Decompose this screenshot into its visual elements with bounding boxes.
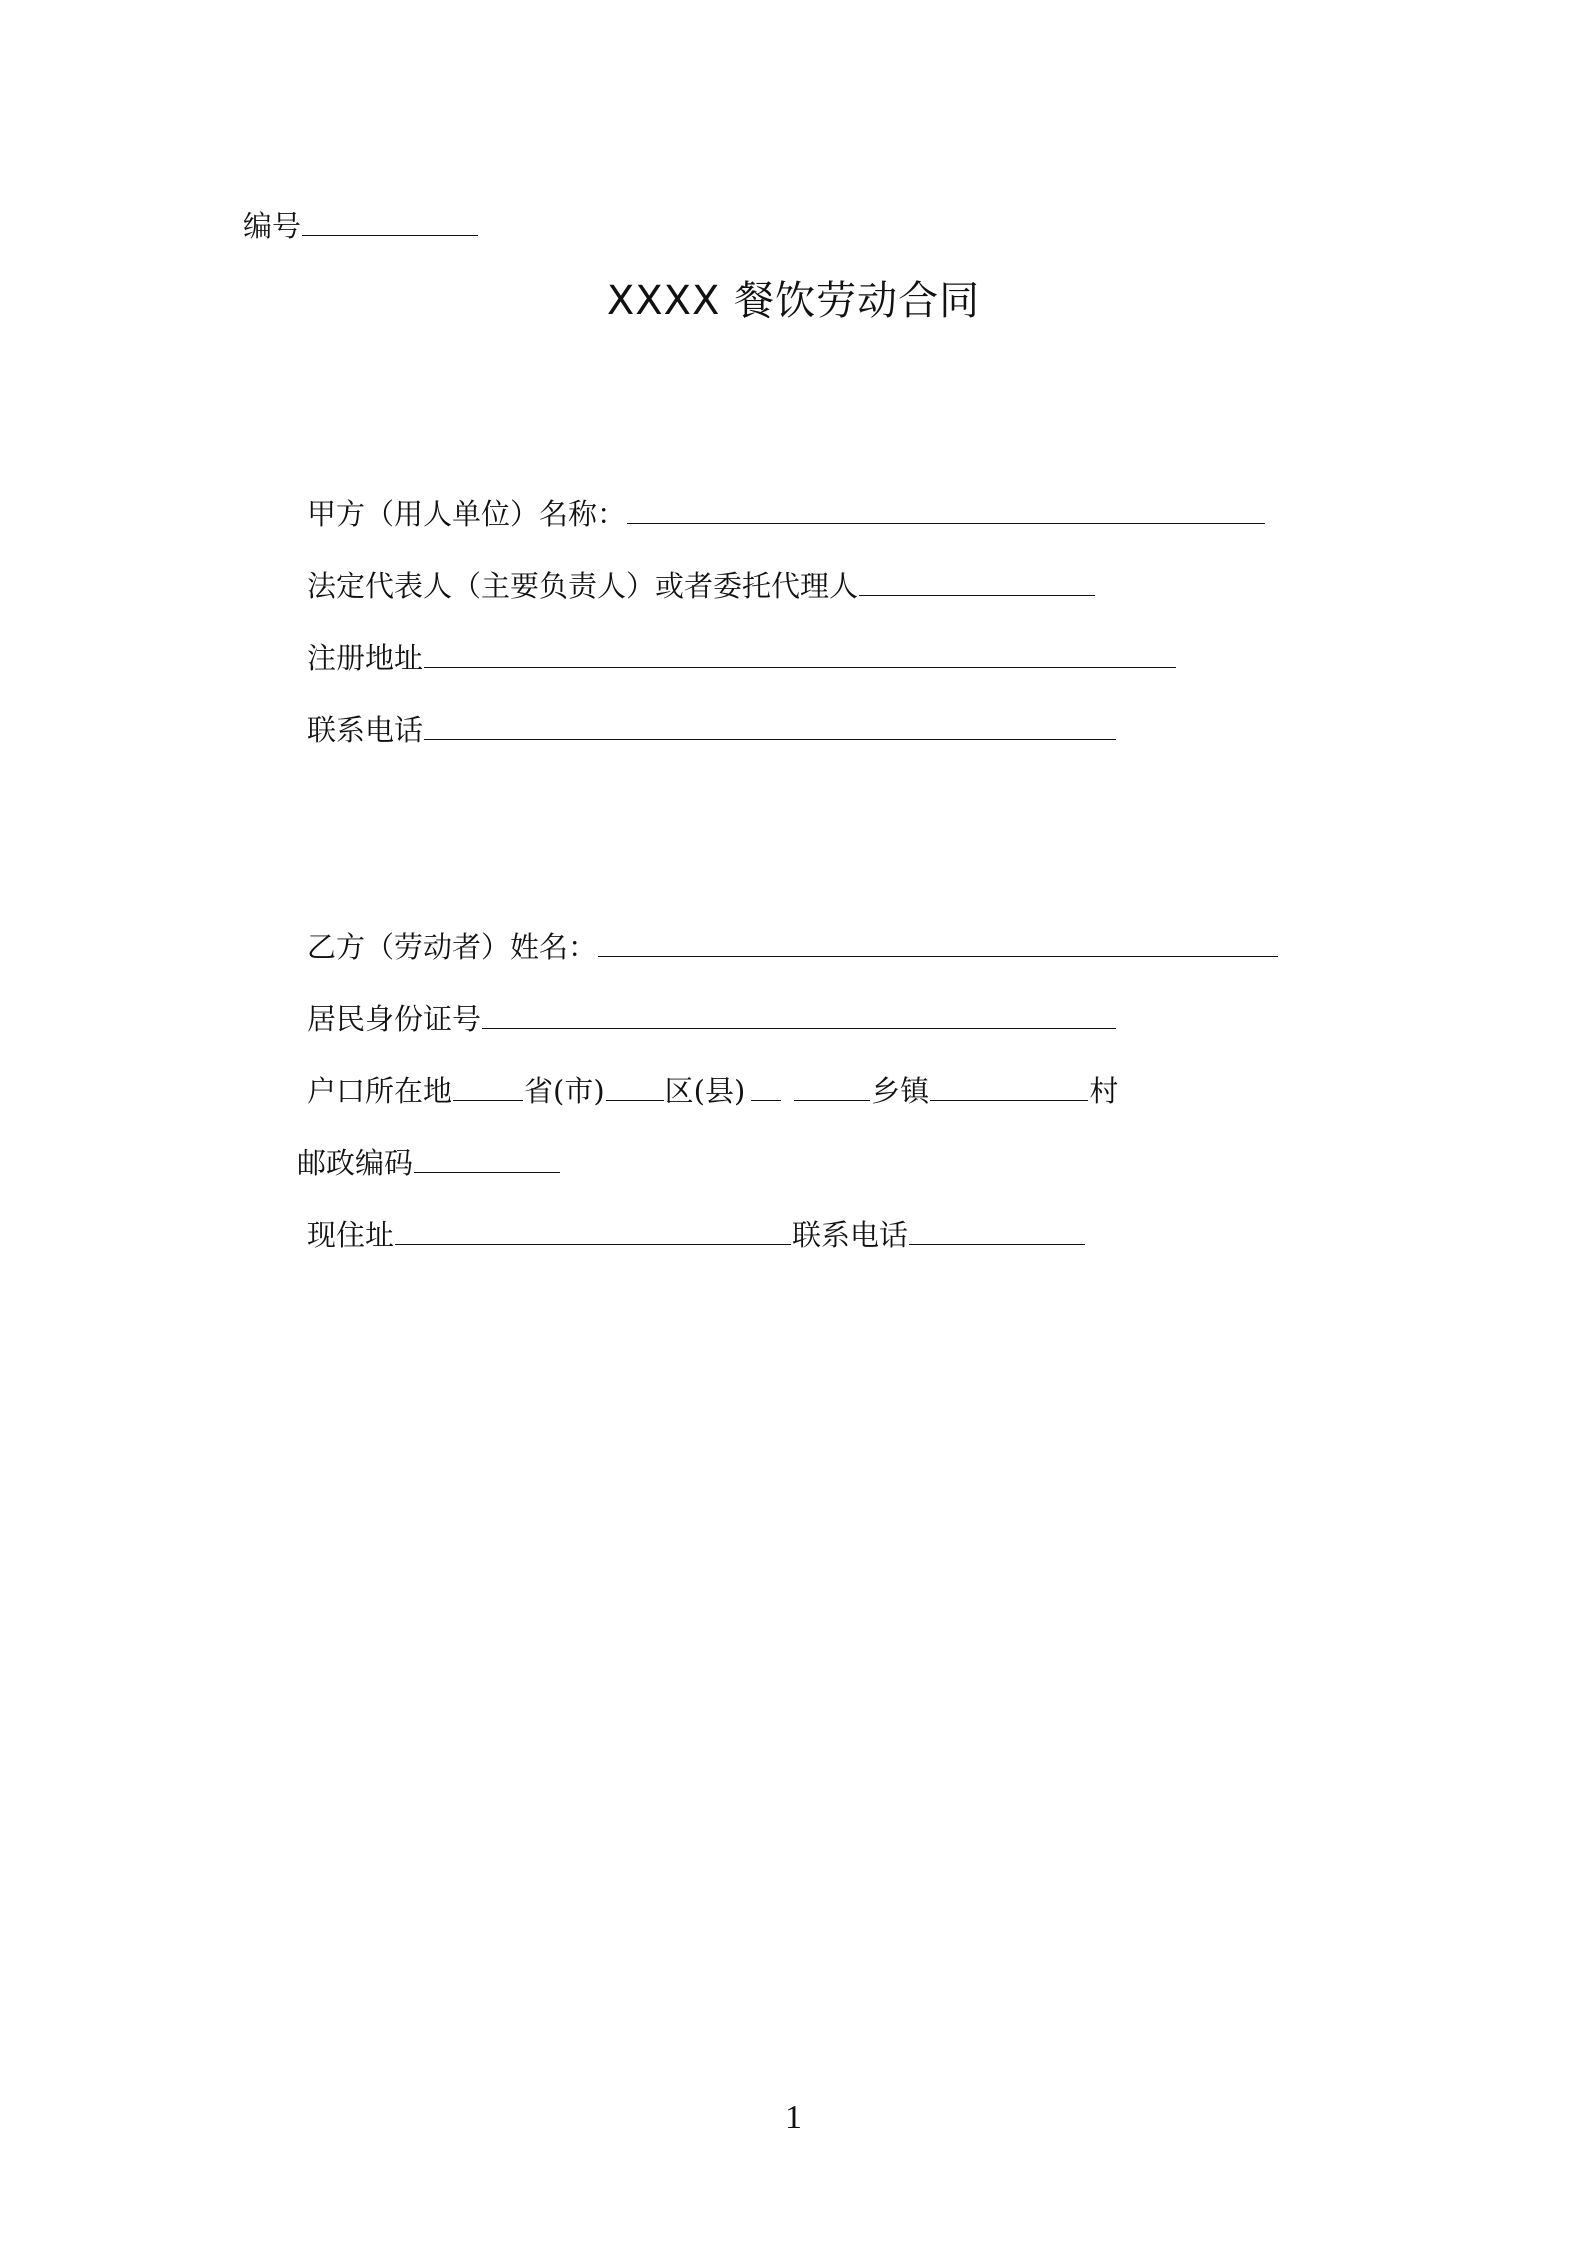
party-a-name-blank[interactable] bbox=[627, 497, 1265, 524]
party-a-phone-row bbox=[307, 712, 1117, 748]
document-title: XXXX 餐饮劳动合同 bbox=[606, 278, 981, 324]
serial-number-row bbox=[243, 208, 479, 244]
hukou-town-blank-b[interactable] bbox=[794, 1074, 870, 1101]
hukou-village-blank[interactable] bbox=[930, 1074, 1088, 1101]
party-b-postcode-blank[interactable] bbox=[414, 1146, 560, 1173]
hukou-province-blank[interactable] bbox=[453, 1074, 523, 1101]
party-a-name-row bbox=[307, 496, 1266, 532]
party-b-postcode-label: 邮政编码 bbox=[297, 1146, 414, 1180]
party-a-representative-row bbox=[307, 568, 1096, 604]
hukou-town-label: 乡镇 bbox=[871, 1074, 930, 1108]
hukou-district-blank[interactable] bbox=[606, 1074, 664, 1101]
party-b-postcode-row bbox=[297, 1145, 561, 1181]
party-b-hukou-label: 户口所在地 bbox=[307, 1074, 453, 1108]
party-b-id-blank[interactable] bbox=[482, 1002, 1116, 1029]
party-b-name-label: 乙方（劳动者）姓名： bbox=[307, 930, 598, 964]
party-b-id-label: 居民身份证号 bbox=[307, 1002, 482, 1036]
party-a-address-label: 注册地址 bbox=[307, 641, 424, 675]
party-b-current-address-blank[interactable] bbox=[395, 1218, 791, 1245]
hukou-province-label: 省(市) bbox=[524, 1074, 605, 1108]
party-b-phone-blank[interactable] bbox=[909, 1218, 1085, 1245]
hukou-district-label: 区(县) bbox=[664, 1074, 746, 1108]
serial-number-label: 编号 bbox=[243, 209, 302, 243]
party-a-representative-blank[interactable] bbox=[859, 569, 1095, 596]
page-number: 1 bbox=[785, 2099, 802, 2136]
hukou-village-label: 村 bbox=[1089, 1074, 1119, 1108]
serial-number-blank[interactable] bbox=[302, 209, 478, 236]
party-a-phone-blank[interactable] bbox=[424, 713, 1116, 740]
party-b-phone-label: 联系电话 bbox=[792, 1218, 909, 1252]
party-a-name-label: 甲方（用人单位）名称： bbox=[307, 497, 627, 531]
party-a-representative-label: 法定代表人（主要负责人）或者委托代理人 bbox=[307, 569, 859, 603]
hukou-town-blank-a[interactable] bbox=[751, 1074, 781, 1101]
party-b-name-row bbox=[307, 929, 1279, 965]
party-b-hukou-row bbox=[307, 1073, 1118, 1109]
party-b-id-row bbox=[307, 1001, 1117, 1037]
party-b-address-phone-row bbox=[307, 1217, 1086, 1253]
party-a-phone-label: 联系电话 bbox=[307, 713, 424, 747]
party-b-current-address-label: 现住址 bbox=[307, 1218, 395, 1252]
party-a-address-blank[interactable] bbox=[424, 641, 1176, 668]
party-b-name-blank[interactable] bbox=[598, 930, 1278, 957]
party-a-address-row bbox=[307, 640, 1177, 676]
